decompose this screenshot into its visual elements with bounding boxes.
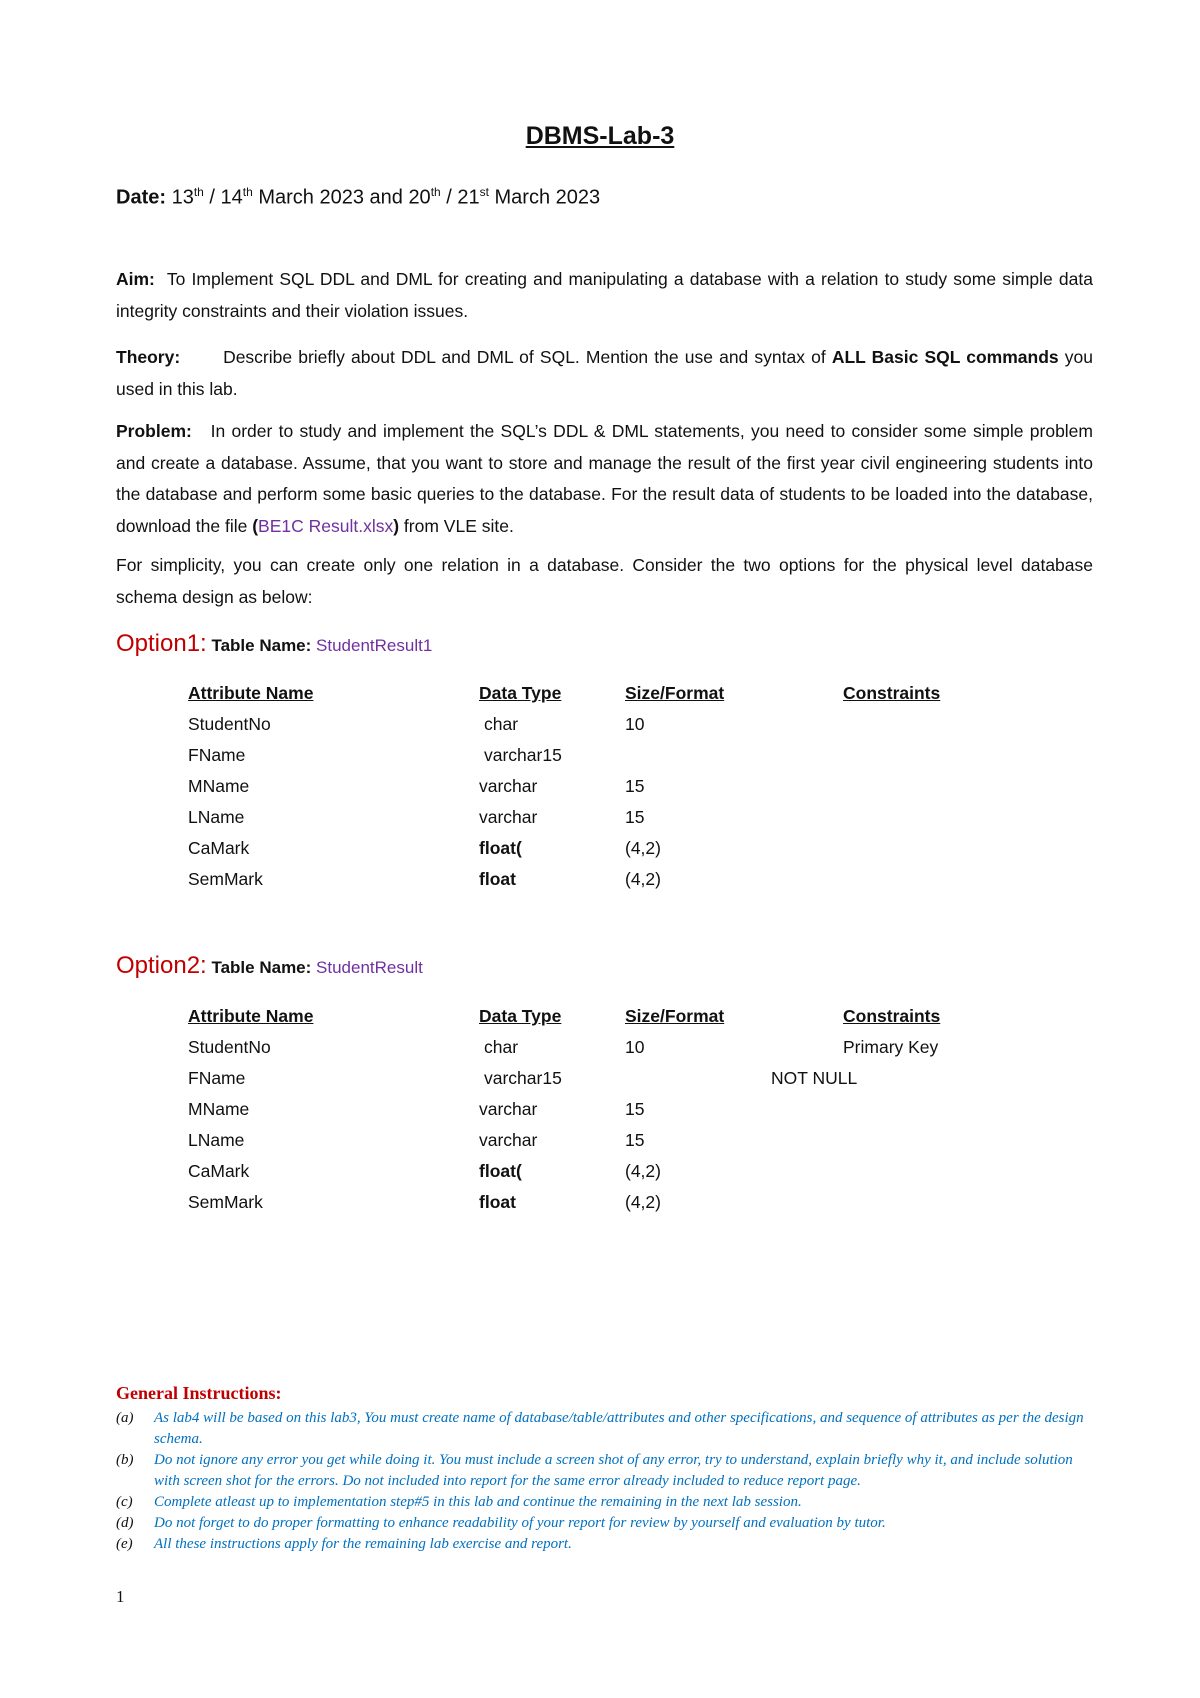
attribute-name-cell: MName	[188, 776, 250, 796]
header-size-format: Size/Format	[625, 1006, 725, 1026]
data-type-cell: float(	[479, 1161, 522, 1181]
page-number: 1	[116, 1587, 125, 1606]
attribute-name-cell: FName	[188, 1068, 246, 1088]
instruction-text: All these instructions apply for the remaining lab exercise and report.	[154, 1536, 572, 1552]
size-format-cell: 15	[625, 776, 645, 796]
size-format-cell: 15	[625, 1130, 645, 1150]
size-format-cell: 15	[625, 1099, 645, 1119]
instruction-item	[116, 1450, 1101, 1492]
size-format-cell: 10	[625, 714, 645, 734]
attribute-name-cell: CaMark	[188, 1161, 250, 1181]
constraints-cell: NOT NULL	[771, 1068, 858, 1088]
instruction-letter: (b)	[116, 1452, 134, 1468]
attribute-name-cell: MName	[188, 1099, 250, 1119]
aim-paragraph: Aim: To Implement SQL DDL and DML for creating and manipulating a database with a relation to study some simple data integrity constraints and their violation issues.	[116, 269, 1093, 321]
attribute-name-cell: LName	[188, 807, 245, 827]
instruction-item	[116, 1408, 1101, 1450]
size-format-cell: (4,2)	[625, 1192, 661, 1212]
size-format-cell: 15	[625, 807, 645, 827]
header-attribute-name: Attribute Name	[188, 683, 314, 703]
problem-paragraph: Problem: In order to study and implement the SQL’s DDL & DML statements, you need to consider some simple problem and create a database. Assume, that you want to store and manage the result of the first year civil engineering students into the database and perform some basic queries to the database. For the result data of students to be loaded into the database, download the file (BE1C Result.xlsx) from VLE site.	[116, 421, 1093, 536]
data-type-cell: float	[479, 1192, 516, 1212]
constraints-cell: Primary Key	[843, 1037, 939, 1057]
general-instructions-title: General Instructions:	[116, 1383, 282, 1403]
general-instructions	[116, 1383, 1101, 1555]
header-data-type: Data Type	[479, 1006, 562, 1026]
instruction-item	[116, 1513, 1101, 1534]
data-type-cell: varchar	[479, 1099, 538, 1119]
header-size-format: Size/Format	[625, 683, 725, 703]
option1-heading: Option1: Table Name: StudentResult1	[116, 630, 433, 657]
data-type-cell: char	[484, 1037, 519, 1057]
data-type-cell: varchar	[479, 1130, 538, 1150]
data-type-cell: float	[479, 869, 516, 889]
attribute-name-cell: SemMark	[188, 869, 263, 889]
instruction-text: Complete atleast up to implementation step#5 in this lab and continue the remaining in the next lab session.	[154, 1494, 802, 1510]
theory-paragraph: Theory: Describe briefly about DDL and DML of SQL. Mention the use and syntax of ALL Basic SQL commands you used in this lab.	[116, 347, 1093, 399]
header-constraints: Constraints	[843, 1006, 941, 1026]
instruction-text: Do not ignore any error you get while doing it. You must include a screen shot of any error, try to understand, explain briefly why it, and include solution with screen shot for the errors. Do not included into report for the same error already included to reduce report page.	[154, 1452, 1073, 1489]
size-format-cell: 10	[625, 1037, 645, 1057]
attribute-name-cell: FName	[188, 745, 246, 765]
document-title: DBMS-Lab-3	[525, 122, 675, 150]
data-type-cell: varchar15	[484, 745, 562, 765]
lab-date: Date: 13th / 14th March 2023 and 20th / 21st March 2023	[116, 185, 601, 209]
file-name-link[interactable]: BE1C Result.xlsx	[258, 515, 394, 536]
data-type-cell: varchar	[479, 807, 538, 827]
instruction-letter: (d)	[116, 1515, 134, 1531]
size-format-cell: (4,2)	[625, 838, 661, 858]
attribute-name-cell: CaMark	[188, 838, 250, 858]
instruction-letter: (c)	[116, 1494, 133, 1510]
attribute-name-cell: StudentNo	[188, 714, 271, 734]
size-format-cell: (4,2)	[625, 869, 661, 889]
data-type-cell: varchar15	[484, 1068, 562, 1088]
simplicity-paragraph: For simplicity, you can create only one relation in a database. Consider the two options for the physical level database schema design as below:	[116, 555, 1093, 607]
instruction-text: Do not forget to do proper formatting to enhance readability of your report for review by yourself and evaluation by tutor.	[154, 1515, 886, 1531]
data-type-cell: char	[484, 714, 519, 734]
instruction-letter: (e)	[116, 1536, 133, 1552]
instruction-letter: (a)	[116, 1410, 134, 1426]
instructions-list	[116, 1408, 1101, 1555]
instruction-text: As lab4 will be based on this lab3, You must create name of database/table/attributes and other specifications, and sequence of attributes as per the design schema.	[154, 1410, 1084, 1447]
option2-heading: Option2: Table Name: StudentResult	[116, 952, 423, 979]
instruction-item	[116, 1534, 1101, 1555]
header-constraints: Constraints	[843, 683, 941, 703]
attribute-name-cell: SemMark	[188, 1192, 263, 1212]
header-attribute-name: Attribute Name	[188, 1006, 314, 1026]
attribute-name-cell: LName	[188, 1130, 245, 1150]
instruction-item	[116, 1492, 1101, 1513]
header-data-type: Data Type	[479, 683, 562, 703]
data-type-cell: varchar	[479, 776, 538, 796]
size-format-cell: (4,2)	[625, 1161, 661, 1181]
attribute-name-cell: StudentNo	[188, 1037, 271, 1057]
data-type-cell: float(	[479, 838, 522, 858]
